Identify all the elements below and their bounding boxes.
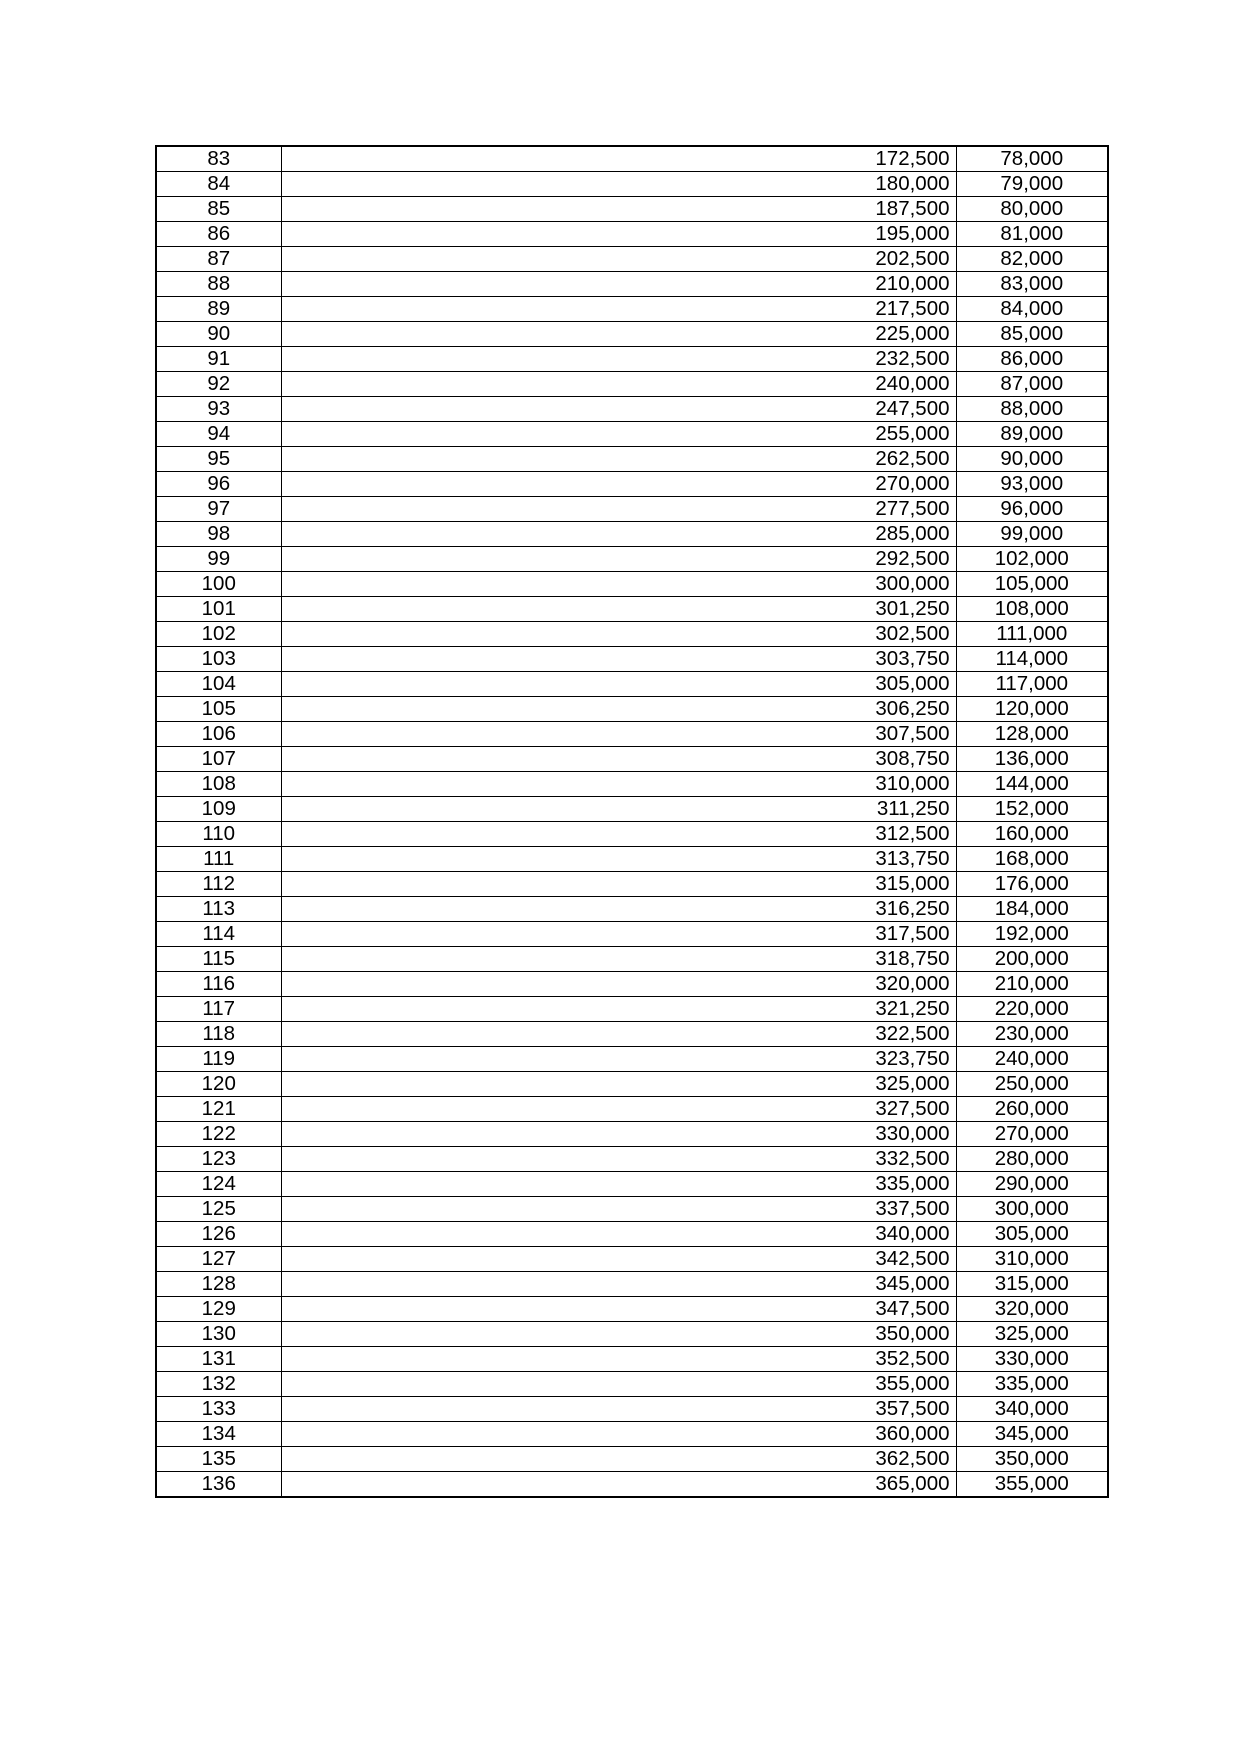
cell-value: 99,000 [956, 522, 1108, 547]
cell-index: 87 [156, 247, 281, 272]
table-row [156, 897, 1108, 922]
cell-index: 122 [156, 1122, 281, 1147]
cell-description [281, 146, 733, 172]
cell-description [281, 272, 733, 297]
cell-description [281, 747, 733, 772]
cell-description [281, 572, 733, 597]
cell-description [281, 522, 733, 547]
cell-value: 136,000 [956, 747, 1108, 772]
table-row [156, 322, 1108, 347]
cell-value: 88,000 [956, 397, 1108, 422]
cell-amount: 321,250 [733, 997, 956, 1022]
cell-description [281, 922, 733, 947]
table-row [156, 1322, 1108, 1347]
cell-amount: 365,000 [733, 1472, 956, 1498]
cell-value: 260,000 [956, 1097, 1108, 1122]
cell-amount: 187,500 [733, 197, 956, 222]
cell-value: 90,000 [956, 447, 1108, 472]
cell-amount: 310,000 [733, 772, 956, 797]
table-row [156, 1447, 1108, 1472]
cell-value: 120,000 [956, 697, 1108, 722]
table-row [156, 1272, 1108, 1297]
table-row [156, 1247, 1108, 1272]
table-row [156, 497, 1108, 522]
cell-amount: 303,750 [733, 647, 956, 672]
cell-value: 81,000 [956, 222, 1108, 247]
table-row [156, 1347, 1108, 1372]
cell-amount: 217,500 [733, 297, 956, 322]
cell-amount: 327,500 [733, 1097, 956, 1122]
cell-amount: 270,000 [733, 472, 956, 497]
table-row [156, 1072, 1108, 1097]
table-row [156, 146, 1108, 172]
cell-description [281, 1022, 733, 1047]
cell-index: 100 [156, 572, 281, 597]
cell-description [281, 847, 733, 872]
table-row [156, 1372, 1108, 1397]
table-row [156, 1022, 1108, 1047]
cell-index: 130 [156, 1322, 281, 1347]
cell-index: 116 [156, 972, 281, 997]
cell-index: 115 [156, 947, 281, 972]
cell-index: 123 [156, 1147, 281, 1172]
cell-value: 93,000 [956, 472, 1108, 497]
cell-description [281, 1222, 733, 1247]
cell-amount: 316,250 [733, 897, 956, 922]
table-row [156, 972, 1108, 997]
cell-description [281, 1097, 733, 1122]
cell-amount: 232,500 [733, 347, 956, 372]
cell-index: 105 [156, 697, 281, 722]
cell-amount: 305,000 [733, 672, 956, 697]
cell-description [281, 1172, 733, 1197]
cell-amount: 302,500 [733, 622, 956, 647]
cell-index: 94 [156, 422, 281, 447]
cell-amount: 210,000 [733, 272, 956, 297]
cell-value: 210,000 [956, 972, 1108, 997]
cell-index: 104 [156, 672, 281, 697]
cell-description [281, 647, 733, 672]
cell-value: 96,000 [956, 497, 1108, 522]
cell-description [281, 1272, 733, 1297]
cell-amount: 340,000 [733, 1222, 956, 1247]
table-row [156, 1147, 1108, 1172]
cell-description [281, 422, 733, 447]
cell-description [281, 397, 733, 422]
cell-amount: 315,000 [733, 872, 956, 897]
cell-description [281, 672, 733, 697]
cell-description [281, 897, 733, 922]
cell-amount: 172,500 [733, 146, 956, 172]
cell-amount: 311,250 [733, 797, 956, 822]
cell-amount: 300,000 [733, 572, 956, 597]
cell-description [281, 497, 733, 522]
cell-value: 200,000 [956, 947, 1108, 972]
cell-index: 83 [156, 146, 281, 172]
table-row [156, 297, 1108, 322]
cell-value: 330,000 [956, 1347, 1108, 1372]
cell-index: 103 [156, 647, 281, 672]
cell-description [281, 1197, 733, 1222]
cell-description [281, 172, 733, 197]
cell-amount: 320,000 [733, 972, 956, 997]
rate-table [155, 145, 1109, 1498]
cell-description [281, 1422, 733, 1447]
cell-amount: 337,500 [733, 1197, 956, 1222]
cell-description [281, 772, 733, 797]
table-row [156, 347, 1108, 372]
table-row [156, 1197, 1108, 1222]
cell-amount: 180,000 [733, 172, 956, 197]
cell-index: 113 [156, 897, 281, 922]
cell-description [281, 822, 733, 847]
cell-amount: 255,000 [733, 422, 956, 447]
cell-value: 355,000 [956, 1472, 1108, 1498]
cell-description [281, 1247, 733, 1272]
cell-amount: 240,000 [733, 372, 956, 397]
cell-amount: 292,500 [733, 547, 956, 572]
table-row [156, 172, 1108, 197]
cell-amount: 202,500 [733, 247, 956, 272]
cell-amount: 347,500 [733, 1297, 956, 1322]
cell-value: 300,000 [956, 1197, 1108, 1222]
table-row [156, 247, 1108, 272]
cell-description [281, 1297, 733, 1322]
cell-index: 117 [156, 997, 281, 1022]
cell-index: 127 [156, 1247, 281, 1272]
cell-index: 89 [156, 297, 281, 322]
table-row [156, 722, 1108, 747]
cell-index: 124 [156, 1172, 281, 1197]
cell-description [281, 197, 733, 222]
cell-amount: 322,500 [733, 1022, 956, 1047]
table-row [156, 397, 1108, 422]
cell-index: 129 [156, 1297, 281, 1322]
cell-index: 120 [156, 1072, 281, 1097]
table-row [156, 822, 1108, 847]
cell-index: 121 [156, 1097, 281, 1122]
cell-value: 80,000 [956, 197, 1108, 222]
cell-index: 84 [156, 172, 281, 197]
cell-index: 118 [156, 1022, 281, 1047]
cell-description [281, 797, 733, 822]
cell-index: 133 [156, 1397, 281, 1422]
cell-value: 305,000 [956, 1222, 1108, 1247]
cell-index: 128 [156, 1272, 281, 1297]
cell-value: 176,000 [956, 872, 1108, 897]
cell-value: 310,000 [956, 1247, 1108, 1272]
table-row [156, 222, 1108, 247]
cell-value: 168,000 [956, 847, 1108, 872]
table-row [156, 372, 1108, 397]
cell-value: 160,000 [956, 822, 1108, 847]
table-row [156, 647, 1108, 672]
table-row [156, 872, 1108, 897]
table-row [156, 997, 1108, 1022]
cell-amount: 357,500 [733, 1397, 956, 1422]
cell-description [281, 1397, 733, 1422]
cell-value: 144,000 [956, 772, 1108, 797]
cell-value: 240,000 [956, 1047, 1108, 1072]
cell-index: 91 [156, 347, 281, 372]
table-row [156, 697, 1108, 722]
cell-value: 111,000 [956, 622, 1108, 647]
cell-description [281, 447, 733, 472]
table-row [156, 422, 1108, 447]
cell-amount: 247,500 [733, 397, 956, 422]
cell-amount: 360,000 [733, 1422, 956, 1447]
cell-amount: 342,500 [733, 1247, 956, 1272]
cell-amount: 301,250 [733, 597, 956, 622]
rate-table-body [156, 146, 1108, 1497]
cell-value: 320,000 [956, 1297, 1108, 1322]
table-row [156, 1122, 1108, 1147]
rate-table-container [155, 145, 1107, 1498]
cell-amount: 195,000 [733, 222, 956, 247]
cell-amount: 323,750 [733, 1047, 956, 1072]
cell-value: 152,000 [956, 797, 1108, 822]
cell-description [281, 222, 733, 247]
cell-amount: 262,500 [733, 447, 956, 472]
cell-description [281, 347, 733, 372]
cell-value: 220,000 [956, 997, 1108, 1022]
cell-index: 131 [156, 1347, 281, 1372]
cell-description [281, 722, 733, 747]
cell-description [281, 872, 733, 897]
table-row [156, 447, 1108, 472]
cell-index: 86 [156, 222, 281, 247]
cell-index: 107 [156, 747, 281, 772]
table-row [156, 1222, 1108, 1247]
cell-value: 83,000 [956, 272, 1108, 297]
cell-value: 105,000 [956, 572, 1108, 597]
cell-amount: 330,000 [733, 1122, 956, 1147]
cell-amount: 345,000 [733, 1272, 956, 1297]
cell-amount: 307,500 [733, 722, 956, 747]
cell-description [281, 1472, 733, 1498]
table-row [156, 772, 1108, 797]
table-row [156, 1047, 1108, 1072]
cell-amount: 350,000 [733, 1322, 956, 1347]
cell-amount: 306,250 [733, 697, 956, 722]
cell-index: 119 [156, 1047, 281, 1072]
table-row [156, 1472, 1108, 1498]
cell-value: 250,000 [956, 1072, 1108, 1097]
cell-index: 90 [156, 322, 281, 347]
table-row [156, 797, 1108, 822]
cell-value: 117,000 [956, 672, 1108, 697]
cell-value: 315,000 [956, 1272, 1108, 1297]
cell-amount: 355,000 [733, 1372, 956, 1397]
cell-value: 78,000 [956, 146, 1108, 172]
cell-index: 95 [156, 447, 281, 472]
cell-description [281, 1372, 733, 1397]
cell-index: 125 [156, 1197, 281, 1222]
cell-index: 110 [156, 822, 281, 847]
cell-description [281, 472, 733, 497]
cell-value: 280,000 [956, 1147, 1108, 1172]
cell-value: 82,000 [956, 247, 1108, 272]
cell-index: 108 [156, 772, 281, 797]
cell-amount: 225,000 [733, 322, 956, 347]
cell-amount: 318,750 [733, 947, 956, 972]
cell-description [281, 1322, 733, 1347]
cell-amount: 325,000 [733, 1072, 956, 1097]
cell-description [281, 1072, 733, 1097]
cell-description [281, 972, 733, 997]
cell-description [281, 622, 733, 647]
table-row [156, 1172, 1108, 1197]
cell-amount: 362,500 [733, 1447, 956, 1472]
table-row [156, 622, 1108, 647]
table-row [156, 572, 1108, 597]
cell-value: 108,000 [956, 597, 1108, 622]
cell-value: 84,000 [956, 297, 1108, 322]
cell-index: 136 [156, 1472, 281, 1498]
cell-value: 350,000 [956, 1447, 1108, 1472]
cell-value: 102,000 [956, 547, 1108, 572]
table-row [156, 547, 1108, 572]
cell-index: 98 [156, 522, 281, 547]
cell-value: 87,000 [956, 372, 1108, 397]
table-row [156, 747, 1108, 772]
cell-index: 109 [156, 797, 281, 822]
cell-value: 86,000 [956, 347, 1108, 372]
cell-value: 184,000 [956, 897, 1108, 922]
cell-value: 270,000 [956, 1122, 1108, 1147]
cell-value: 290,000 [956, 1172, 1108, 1197]
cell-index: 88 [156, 272, 281, 297]
cell-value: 325,000 [956, 1322, 1108, 1347]
cell-amount: 308,750 [733, 747, 956, 772]
cell-description [281, 372, 733, 397]
cell-index: 99 [156, 547, 281, 572]
cell-index: 85 [156, 197, 281, 222]
cell-value: 85,000 [956, 322, 1108, 347]
table-row [156, 1397, 1108, 1422]
cell-index: 102 [156, 622, 281, 647]
cell-value: 89,000 [956, 422, 1108, 447]
cell-amount: 335,000 [733, 1172, 956, 1197]
cell-description [281, 1447, 733, 1472]
cell-amount: 285,000 [733, 522, 956, 547]
table-row [156, 1297, 1108, 1322]
cell-description [281, 547, 733, 572]
table-row [156, 947, 1108, 972]
cell-index: 96 [156, 472, 281, 497]
cell-description [281, 322, 733, 347]
cell-amount: 317,500 [733, 922, 956, 947]
cell-amount: 313,750 [733, 847, 956, 872]
cell-description [281, 597, 733, 622]
cell-index: 126 [156, 1222, 281, 1247]
cell-description [281, 697, 733, 722]
cell-amount: 312,500 [733, 822, 956, 847]
table-row [156, 847, 1108, 872]
cell-index: 112 [156, 872, 281, 897]
cell-index: 93 [156, 397, 281, 422]
table-row [156, 522, 1108, 547]
cell-index: 111 [156, 847, 281, 872]
cell-description [281, 247, 733, 272]
cell-index: 101 [156, 597, 281, 622]
table-row [156, 597, 1108, 622]
cell-description [281, 1122, 733, 1147]
cell-index: 134 [156, 1422, 281, 1447]
cell-amount: 277,500 [733, 497, 956, 522]
cell-value: 114,000 [956, 647, 1108, 672]
cell-description [281, 1047, 733, 1072]
cell-value: 79,000 [956, 172, 1108, 197]
cell-description [281, 1347, 733, 1372]
cell-value: 192,000 [956, 922, 1108, 947]
table-row [156, 472, 1108, 497]
cell-description [281, 1147, 733, 1172]
table-row [156, 672, 1108, 697]
table-row [156, 922, 1108, 947]
cell-index: 106 [156, 722, 281, 747]
cell-value: 340,000 [956, 1397, 1108, 1422]
cell-value: 345,000 [956, 1422, 1108, 1447]
cell-description [281, 997, 733, 1022]
table-row [156, 197, 1108, 222]
cell-amount: 332,500 [733, 1147, 956, 1172]
cell-index: 132 [156, 1372, 281, 1397]
cell-amount: 352,500 [733, 1347, 956, 1372]
cell-index: 92 [156, 372, 281, 397]
cell-index: 114 [156, 922, 281, 947]
table-row [156, 272, 1108, 297]
cell-value: 230,000 [956, 1022, 1108, 1047]
cell-description [281, 947, 733, 972]
cell-value: 128,000 [956, 722, 1108, 747]
cell-index: 135 [156, 1447, 281, 1472]
cell-value: 335,000 [956, 1372, 1108, 1397]
table-row [156, 1422, 1108, 1447]
cell-description [281, 297, 733, 322]
cell-index: 97 [156, 497, 281, 522]
table-row [156, 1097, 1108, 1122]
